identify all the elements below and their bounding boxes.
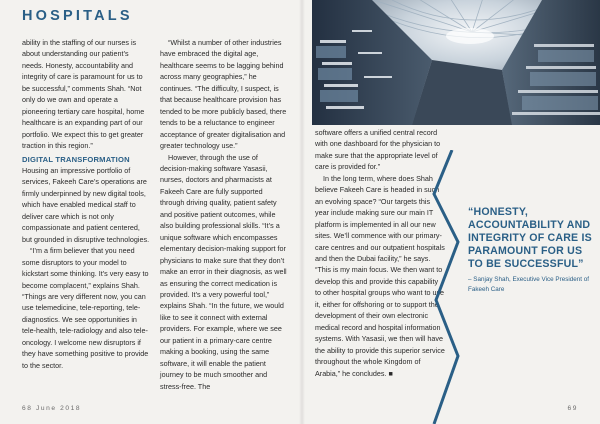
page-gutter xyxy=(299,0,305,424)
col1-paragraph-3: “I’m a firm believer that you need some disruptors to your model to kickstart some thinking. It’s very easy to become complacent,” explains Shah. “Things are very different now, you can use telemedicine, tele-reporting, tele-diagnostics. We see opportunities in tele-health, tele-radiology and also tele-oncology. I welcome new disruptors if they have something positive to provide to the sector. xyxy=(22,246,149,370)
article-column-2 xyxy=(160,37,288,392)
zigzag-decoration xyxy=(428,150,468,424)
folio-left: 68 June 2018 xyxy=(22,405,82,412)
pull-quote xyxy=(468,206,592,295)
col3-paragraph-1: software offers a unified central record with one dashboard for the physician to make sure that the appropriate level of care is provided for.” xyxy=(315,128,441,172)
section-title: HOSPITALS xyxy=(22,8,133,24)
col1-paragraph-2: Housing an impressive portfolio of services, Fakeeh Care’s operations are firmly underpinned by new digital tools, which have enabled medical staff to deliver care which is not only compassionate and patient centered, but grounded in disruptive technologies. xyxy=(22,165,150,244)
col2-paragraph-1: “Whilst a number of other industries have embraced the digital age, healthcare seems to be lagging behind across many geographies,” he continues. “The difficulty, I suspect, is that because healthcare provision has tended to be more publicly based, there tends to be a reluctance to engineer acceptance of greater digitalisation and greater technology use.” xyxy=(160,38,287,151)
article-column-1 xyxy=(22,37,150,371)
hospital-atrium-photo xyxy=(312,0,600,125)
pull-quote-text: “HONESTY, ACCOUNTABILITY AND INTEGRITY OF CARE IS PARAMOUNT FOR US TO BE SUCCESSFUL” xyxy=(468,206,592,271)
subheading-digital-transformation: DIGITAL TRANSFORMATION xyxy=(22,154,130,164)
col2-paragraph-2: However, through the use of decision-making software Yasasii, nurses, doctors and pharmacists at Fakeeh Care are fully supported through driving quality, patient safety and positive patient outcomes, while also building professional skills. “It’s a unique software which encompasses elementary decision-making support for physicians to make sure that they don’t make an error in their diagnosis, as well as ensuring the correct medication is provided. It’s a very powerful tool,” explains Shah. “In the future, we would like to see it connect with external providers. For example, where we see our patient in a primary-care centre making a booking, using the same software, it will enable the patient journey to be much smoother and stress-free. The xyxy=(160,152,287,391)
article-column-3 xyxy=(315,127,445,379)
col1-paragraph-1: ability in the staffing of our nurses is about understanding our patient’s needs. Honesty, accountability and integrity of care is paramount for us to be successful,” comments Shah. “Not only do we own and operate a pioneering tertiary care hospital, home healthcare is an expanding part of our portfolio. We expect this to get greater traction in this region.” xyxy=(22,38,145,151)
col3-paragraph-2: In the long term, where does Shah believe Fakeeh Care is headed in such an evolving space? “Our targets this year include making sure our main IT platform is implemented in all our new sites. We’ll commence with our primary-care centres and our outpatient hospitals and then the Dubai facility,” he says. “This is my main focus. We then want to develop this and provide this capability to other hospital groups who want to use it, either for offshoring or to support the development of their own electronic medical record and hospital information systems. With Yasasii, we then will have the ability to provide this superior service throughout the whole Kingdom of Arabia,” he concludes. ■ xyxy=(315,173,445,378)
pull-quote-attribution: – Sanjay Shah, Executive Vice President of Fakeeh Care xyxy=(468,276,589,294)
folio-right: 69 xyxy=(567,405,578,412)
